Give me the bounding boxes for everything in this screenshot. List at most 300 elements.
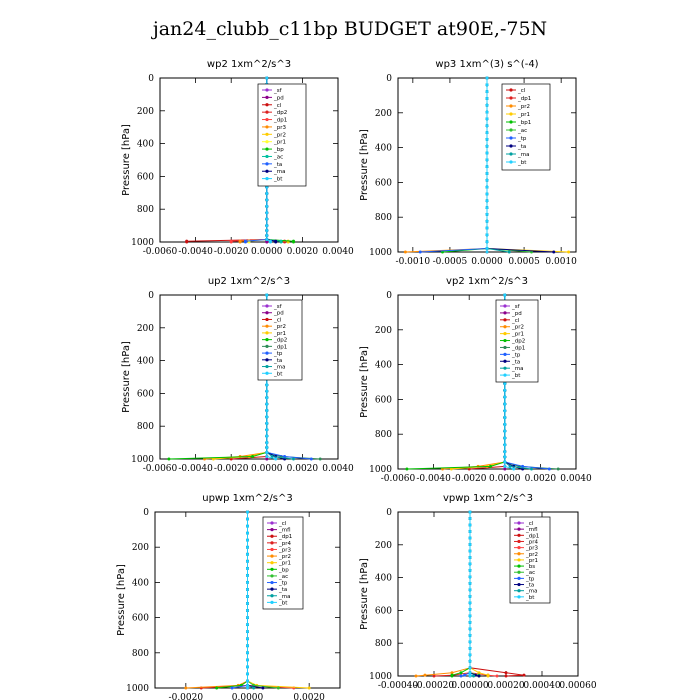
y-tick-label: 200 [374, 540, 392, 551]
series-point-_ta [244, 241, 247, 244]
legend-entry: _ac [526, 570, 536, 577]
legend-entry: _ta [526, 582, 535, 589]
legend-entry: _pd [274, 310, 284, 317]
legend-entry: _pr2 [274, 324, 287, 331]
legend-marker [270, 588, 273, 591]
page-title: jan24_clubb_c11bp BUDGET at90E,-75N [152, 18, 548, 40]
series-point-_bt [246, 651, 249, 654]
series-point-_bt [486, 97, 489, 100]
series-point-_ma [530, 468, 533, 471]
series-point-_bt [246, 665, 249, 668]
legend-entry: _pr2 [526, 551, 539, 558]
legend-marker [270, 581, 273, 584]
series-point-_bt [265, 218, 268, 221]
y-tick-label: 0 [143, 508, 149, 518]
series-point-_bt [265, 294, 268, 297]
series-point-_bt [469, 530, 472, 533]
legend-entry: _cl [274, 102, 282, 109]
legend-entry: _ac [274, 154, 284, 161]
x-tick-label: 0.0040 [322, 247, 354, 257]
legend-entry: _ta [279, 587, 288, 594]
series-point-_bp [292, 241, 295, 244]
legend-entry: _sf [274, 88, 282, 94]
series-point-_pr2 [184, 687, 187, 690]
y-tick-label: 800 [374, 430, 392, 441]
series-point-_pd [503, 468, 506, 471]
legend-marker [265, 140, 268, 143]
series-point-_bt [265, 211, 268, 214]
series-point-_bt [246, 630, 249, 633]
series-point-_bt [486, 117, 489, 120]
series-line-_ac [470, 512, 479, 676]
series-point-_bt [265, 238, 268, 241]
legend-entry: _pr4 [526, 539, 539, 546]
series-point-_bt [469, 647, 472, 650]
series-point-_bt [265, 205, 268, 208]
series-point-_bt [265, 403, 268, 406]
x-tick-label: 0.0020 [286, 247, 319, 257]
chart-panel-1 [359, 59, 577, 267]
legend-entry: _bp [274, 147, 284, 154]
legend-marker [517, 521, 520, 524]
series-point-_tp [310, 458, 313, 461]
series-point-_bt [503, 409, 506, 412]
series-line-_ta [470, 512, 479, 676]
x-tick-label: -0.0020 [213, 464, 249, 474]
series-point-_bt [246, 679, 249, 682]
series-point-_dp1 [319, 458, 322, 461]
series-point-_bt [503, 402, 506, 405]
series-point-_dp2 [167, 458, 170, 461]
legend-marker [265, 351, 268, 354]
series-line-_ma [248, 512, 254, 688]
legend-marker [265, 372, 268, 375]
legend-marker [517, 528, 520, 531]
series-point-_ac [277, 687, 280, 690]
series-point-_bt [265, 390, 268, 393]
series-point-_bt [486, 138, 489, 141]
y-tick-label: 200 [136, 323, 154, 334]
chart-panel-3 [359, 276, 592, 484]
x-tick-label: -0.0040 [178, 464, 213, 474]
series-line-_pr2 [416, 512, 470, 676]
legend-marker [265, 125, 268, 128]
series-point-_bt [469, 627, 472, 630]
series-point-_bt [486, 206, 489, 209]
legend-entry: _ma [518, 152, 530, 158]
legend-entry: _pr1 [274, 330, 287, 337]
series-point-_tp [231, 687, 234, 690]
y-tick-label: 400 [374, 143, 392, 154]
series-line-_pr3 [470, 512, 497, 676]
series-point-_bt [486, 165, 489, 168]
legend-entry: _pr1 [279, 560, 292, 567]
legend-entry: _ma [279, 593, 291, 600]
legend-marker [265, 155, 268, 158]
legend-marker [509, 160, 512, 163]
legend-marker [517, 595, 520, 598]
legend-entry: _pr2 [274, 132, 287, 139]
legend-entry: _tp [526, 576, 535, 583]
series-point-_ma [252, 687, 255, 690]
series-point-_bt [265, 455, 268, 458]
y-tick-label: 200 [374, 325, 392, 336]
series-point-_bt [265, 422, 268, 425]
legend-entry: _pr1 [526, 557, 539, 564]
series-point-_bt [246, 644, 249, 647]
legend-marker [270, 568, 273, 571]
series-point-_bt [246, 511, 249, 514]
series-point-_bt [246, 616, 249, 619]
chart-title: wp3 1xm^(3) s^(-4) [435, 59, 539, 70]
series-point-_bs [460, 671, 463, 674]
series-line-_pr2 [405, 78, 487, 252]
legend-marker [503, 373, 506, 376]
legend-marker [509, 96, 512, 99]
legend-entry: _dp1 [518, 96, 532, 102]
legend [258, 300, 302, 380]
legend-entry: _pr3 [274, 124, 287, 131]
legend-entry: _dp2 [274, 110, 288, 117]
series-point-_bt [486, 131, 489, 134]
legend-marker [509, 120, 512, 123]
x-tick-label: 0.0040 [560, 474, 592, 484]
x-tick-label: -0.0060 [380, 474, 416, 484]
legend-entry: _pr3 [526, 545, 539, 552]
legend-marker [265, 325, 268, 328]
series-point-_bt [246, 567, 249, 570]
series-point-_bt [486, 192, 489, 195]
legend-entry: _bt [518, 160, 527, 166]
legend-entry: _dp2 [274, 337, 288, 344]
legend-entry: _tp [279, 580, 288, 587]
legend [502, 84, 550, 170]
y-tick-label: 800 [131, 648, 149, 659]
legend-entry: _pr1 [518, 112, 531, 118]
series-point-_bt [265, 234, 268, 237]
y-tick-label: 600 [131, 613, 149, 624]
y-tick-label: 1000 [369, 465, 392, 475]
series-point-_bt [469, 675, 472, 678]
series-point-_bt [265, 446, 268, 449]
x-tick-label: 0.0020 [293, 693, 325, 700]
series-point-_bt [503, 436, 506, 439]
series-point-_ma [292, 458, 295, 461]
series-point-_bt [265, 198, 268, 201]
legend-marker [503, 360, 506, 363]
legend-entry: _cl [518, 88, 526, 94]
series-point-_bt [469, 588, 472, 591]
x-tick-label: 0.0000 [251, 247, 283, 257]
chart-title: upwp 1xm^2/s^3 [202, 493, 293, 504]
legend-marker [270, 574, 273, 577]
series-point-_bt [503, 430, 506, 433]
legend-entry: _cl [512, 317, 520, 324]
legend-marker [265, 147, 268, 150]
legend-entry: _dp2 [512, 338, 526, 345]
chart-panel-5 [359, 493, 597, 691]
legend-marker [265, 162, 268, 165]
legend-marker [265, 304, 268, 307]
series-point-_bt [512, 468, 515, 471]
series-point-_bt [469, 569, 472, 572]
series-point-_bt [265, 229, 268, 232]
legend-entry: _pr2 [512, 324, 525, 331]
series-point-_bt [469, 562, 472, 565]
series-point-_bt [246, 595, 249, 598]
series-point-_ma [472, 675, 475, 678]
x-tick-label: -0.0005 [432, 257, 468, 267]
x-tick-label: 0.00040 [523, 681, 561, 691]
series-point-_bt [269, 241, 272, 244]
series-point-_bt [469, 614, 472, 617]
legend-entry: _bt [512, 373, 521, 380]
series-line-_dp2 [169, 295, 267, 459]
legend-marker [265, 177, 268, 180]
series-point-_bt [246, 672, 249, 675]
series-point-_bt [486, 213, 489, 216]
legend-entry: _pr2 [518, 104, 531, 110]
legend-entry: _pr3 [279, 547, 292, 554]
y-tick-label: 200 [374, 108, 392, 119]
series-line-_pr2 [205, 295, 267, 459]
legend-entry: _pd [274, 95, 284, 102]
legend-marker [503, 346, 506, 349]
series-point-_bt [503, 382, 506, 385]
series-point-_bt [265, 77, 268, 80]
legend-entry: _dp1 [274, 117, 288, 124]
series-point-_bt [486, 77, 489, 80]
y-tick-label: 400 [136, 356, 154, 367]
legend-entry: _sf [512, 304, 520, 310]
series-line-_cl [187, 78, 267, 242]
legend-marker [265, 365, 268, 368]
legend-marker [265, 338, 268, 341]
legend-marker [517, 577, 520, 580]
series-line-_bs [452, 512, 470, 676]
y-tick-label: 200 [136, 106, 154, 117]
series-point-_bt [469, 543, 472, 546]
series-point-_dp1 [557, 468, 560, 471]
series-point-_bt [265, 409, 268, 412]
legend-entry: _ta [274, 161, 283, 168]
legend-entry: _pd [512, 310, 522, 317]
series-point-_dp2 [251, 455, 254, 458]
legend-entry: _ma [274, 169, 286, 176]
y-tick-label: 800 [136, 205, 154, 216]
plot-frame [398, 512, 578, 676]
series-point-_tp [460, 675, 463, 678]
x-tick-label: 0.0005 [508, 257, 540, 267]
series-point-_tp [463, 674, 466, 677]
series-line-_tp [461, 512, 470, 676]
series-point-_tp [419, 251, 422, 254]
legend-marker [265, 311, 268, 314]
legend-entry: _dp1 [512, 345, 526, 352]
x-tick-label: -0.0020 [451, 474, 487, 484]
legend-entry: _tp [512, 352, 521, 359]
legend-marker [517, 558, 520, 561]
series-point-_bt [486, 199, 489, 202]
series-point-_bt [265, 383, 268, 386]
legend-entry: _dp1 [526, 533, 540, 540]
legend-entry: _sf [274, 304, 282, 310]
series-line-_ta [248, 512, 263, 688]
series-point-_bt [486, 124, 489, 127]
series-point-_bt [486, 152, 489, 155]
legend-marker [270, 554, 273, 557]
legend-entry: _dp1 [274, 344, 288, 351]
series-point-_ac [280, 241, 283, 244]
series-line-_pr2 [186, 512, 248, 688]
series-point-_bt [265, 396, 268, 399]
legend-marker [509, 112, 512, 115]
series-point-_pr1 [308, 687, 311, 690]
legend-entry: _bt [526, 594, 535, 601]
series-point-_ma [274, 241, 277, 244]
legend-marker [265, 345, 268, 348]
series-point-_bt [469, 556, 472, 559]
series-line-_pr2 [443, 295, 505, 469]
series-point-_bt [486, 104, 489, 107]
legend [510, 517, 550, 603]
y-axis-label: Pressure [hPa] [359, 346, 370, 418]
series-point-_bt [469, 582, 472, 585]
series-point-_bt [503, 423, 506, 426]
y-tick-label: 400 [374, 573, 392, 584]
legend-marker [509, 152, 512, 155]
legend-entry: _bp [279, 567, 289, 574]
legend-marker [265, 96, 268, 99]
legend-marker [270, 535, 273, 538]
legend-entry: _pr4 [279, 540, 292, 547]
legend-entry: _ta [518, 144, 527, 150]
series-point-_bt [503, 450, 506, 453]
series-point-_bt [469, 511, 472, 514]
series-point-_bt [503, 396, 506, 399]
legend-entry: _bt [274, 371, 283, 378]
legend-marker [503, 325, 506, 328]
y-tick-label: 1000 [126, 684, 149, 694]
series-point-_bt [246, 637, 249, 640]
series-point-_bt [246, 602, 249, 605]
legend-marker [265, 133, 268, 136]
chart-panel-2 [121, 276, 354, 474]
y-tick-label: 400 [136, 139, 154, 150]
series-point-_bt [486, 172, 489, 175]
series-point-_bt [246, 546, 249, 549]
y-tick-label: 800 [136, 422, 154, 433]
series-point-_bt [265, 435, 268, 438]
series-point-_bt [246, 609, 249, 612]
legend-marker [517, 571, 520, 574]
y-tick-label: 800 [374, 213, 392, 224]
series-point-_bt [486, 158, 489, 161]
legend-marker [270, 528, 273, 531]
legend-entry: _ma [512, 366, 524, 373]
x-tick-label: 0.0010 [545, 257, 577, 267]
series-line-_dp2 [407, 295, 505, 469]
series-point-_bt [246, 539, 249, 542]
series-point-_bt [469, 640, 472, 643]
series-point-_bt [486, 220, 489, 223]
chart-title: wp2 1xm^2/s^3 [206, 59, 292, 70]
series-point-_bt [486, 233, 489, 236]
legend-marker [517, 564, 520, 567]
series-point-_pr3 [239, 241, 242, 244]
legend-entry: _bt [279, 600, 288, 607]
plot-frame [160, 295, 338, 459]
series-point-_bt [246, 560, 249, 563]
legend-marker [517, 540, 520, 543]
series-point-_bt [246, 525, 249, 528]
y-tick-label: 0 [148, 291, 154, 301]
legend [496, 300, 538, 382]
x-tick-label: -0.0010 [395, 257, 431, 267]
x-tick-label: 0.0020 [286, 464, 319, 474]
legend-marker [270, 601, 273, 604]
legend-entry: _ta [274, 357, 283, 364]
series-line-_tp [420, 78, 487, 252]
legend-marker [503, 311, 506, 314]
series-point-_dp2 [405, 468, 408, 471]
series-point-_ta [552, 251, 555, 254]
legend-marker [509, 104, 512, 107]
series-point-_bs [451, 675, 454, 678]
series-point-_dp1 [230, 241, 233, 244]
legend-entry: _ma [274, 364, 286, 371]
legend-marker [509, 88, 512, 91]
series-point-_bt [486, 145, 489, 148]
legend-marker [265, 358, 268, 361]
series-point-_bt [246, 623, 249, 626]
legend-entry: _pr1 [512, 331, 525, 338]
y-tick-label: 0 [148, 74, 154, 84]
series-point-_pr2 [404, 251, 407, 254]
legend-marker [265, 318, 268, 321]
series-point-_bp [215, 687, 218, 690]
series-point-_bt [503, 455, 506, 458]
y-tick-label: 1000 [131, 455, 154, 465]
legend-marker [265, 111, 268, 114]
x-tick-label: -0.0040 [416, 474, 451, 484]
legend-entry: _ta [512, 359, 521, 366]
legend-entry: _pr2 [279, 554, 292, 561]
legend [263, 517, 303, 609]
series-point-_bt [503, 389, 506, 392]
x-tick-label: 0.0000 [231, 693, 264, 700]
series-point-_pr2 [415, 675, 418, 678]
series-point-_pr1 [567, 251, 570, 254]
series-point-_bt [246, 581, 249, 584]
series-point-_dp1 [505, 671, 508, 674]
series-point-_bt [503, 443, 506, 446]
legend-entry: _bs [526, 564, 536, 571]
legend-marker [517, 534, 520, 537]
series-point-_bt [265, 415, 268, 418]
legend-entry: _cl [274, 317, 282, 324]
legend-marker [265, 118, 268, 121]
series-point-_bt [246, 574, 249, 577]
series-point-_bt [486, 247, 489, 250]
series-point-_bt [469, 666, 472, 669]
legend-marker [503, 332, 506, 335]
x-tick-label: 0.0040 [322, 464, 354, 474]
series-point-_bt [469, 601, 472, 604]
legend-marker [517, 546, 520, 549]
x-tick-label: -0.0060 [142, 464, 178, 474]
series-point-_ta [478, 675, 481, 678]
